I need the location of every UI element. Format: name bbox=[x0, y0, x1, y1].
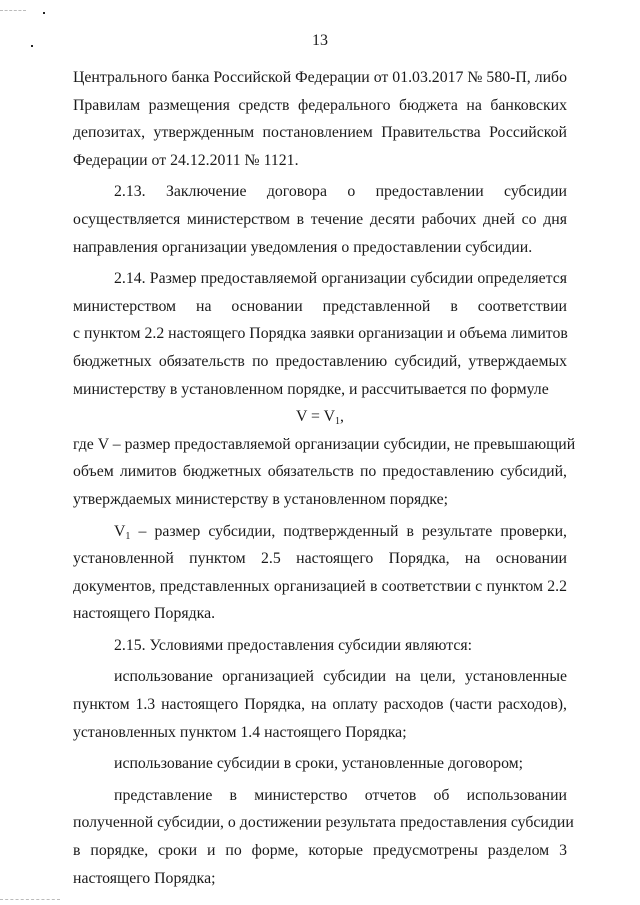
text-line: в порядке, сроки и по форме, которые предусмотрены разделом 3 bbox=[73, 842, 567, 860]
scan-mark-left bbox=[31, 45, 33, 47]
text-line: где V – размер предоставляемой организации субсидии, не превышающий bbox=[73, 435, 576, 453]
text-line: настоящего Порядка; bbox=[73, 869, 216, 887]
paragraph-definition-v bbox=[73, 431, 576, 514]
text-line: утверждаемых министерству в установленном порядке; bbox=[73, 490, 448, 508]
text-line: установленной пунктом 2.5 настоящего Порядка, на основании bbox=[73, 550, 567, 568]
text-line: настоящего Порядка. bbox=[73, 605, 216, 623]
scan-dash-bottom bbox=[0, 899, 60, 900]
paragraph-2-14 bbox=[73, 265, 567, 403]
condition-terms bbox=[73, 750, 567, 778]
text-line: министерству в установленном порядке, и рассчитывается по формуле bbox=[73, 380, 549, 398]
text-line: Правилам размещения средств федерального бюджета на банковских bbox=[73, 96, 567, 114]
formula-lhs: V = V bbox=[295, 408, 336, 426]
text-line: пунктом 1.3 настоящего Порядка, на оплату расходов (части расходов), bbox=[73, 696, 567, 714]
formula bbox=[73, 403, 567, 431]
text-line: депозитах, утвержденным постановлением Правительства Российской bbox=[73, 124, 567, 142]
formula-subscript: 1 bbox=[335, 416, 341, 428]
text-line: представление в министерство отчетов об использовании bbox=[114, 786, 567, 804]
v1-text: – размер субсидии, подтвержденный в результате проверки, bbox=[130, 522, 567, 540]
paragraph-2-15 bbox=[73, 632, 567, 660]
text-line: 2.14. Размер предоставляемой организации субсидии определяется bbox=[114, 270, 567, 288]
scan-mark-top bbox=[43, 12, 45, 14]
v1-symbol: V bbox=[114, 522, 126, 540]
paragraph-definition-v1 bbox=[73, 518, 567, 628]
paragraph-continuation bbox=[73, 64, 567, 174]
text-line: с пунктом 2.2 настоящего Порядка заявки организации и объема лимитов bbox=[73, 325, 568, 343]
text-line: 2.15. Условиями предоставления субсидии являются: bbox=[114, 636, 472, 654]
text-line: использование организацией субсидии на цели, установленные bbox=[114, 668, 567, 686]
condition-reports bbox=[73, 782, 574, 892]
text-line: Федерации от 24.12.2011 № 1121. bbox=[73, 151, 299, 169]
formula-tail: , bbox=[340, 408, 344, 426]
text-line: осуществляется министерством в течение десяти рабочих дней со дня bbox=[73, 210, 567, 228]
text-line: Центрального банка Российской Федерации от 01.03.2017 № 580-П, либо bbox=[73, 69, 567, 86]
text-line: установленных пунктом 1.4 настоящего Порядка; bbox=[73, 723, 407, 741]
text-line: направления организации уведомления о предоставлении субсидии. bbox=[73, 238, 533, 256]
text-line: объем лимитов бюджетных обязательств по предоставлению субсидий, bbox=[73, 463, 567, 481]
text-line bbox=[73, 518, 567, 546]
document-body bbox=[73, 64, 576, 892]
text-line: документов, представленных организацией в соответствии с пунктом 2.2 bbox=[73, 577, 567, 595]
scan-dash-top bbox=[0, 10, 26, 11]
condition-purpose bbox=[73, 663, 567, 746]
text-line: полученной субсидии, о достижении результата предоставления субсидии bbox=[73, 814, 574, 832]
text-line: министерством на основании представленной в соответствии bbox=[73, 297, 567, 315]
text-line: 2.13. Заключение договора о предоставлении субсидии bbox=[114, 183, 567, 201]
text-line: бюджетных обязательств по предоставлению субсидий, утверждаемых bbox=[73, 352, 567, 370]
page-number: 13 bbox=[312, 32, 328, 49]
v1-subscript: 1 bbox=[125, 530, 131, 542]
paragraph-2-13 bbox=[73, 178, 567, 261]
text-line: использование субсидии в сроки, установленные договором; bbox=[114, 755, 524, 773]
